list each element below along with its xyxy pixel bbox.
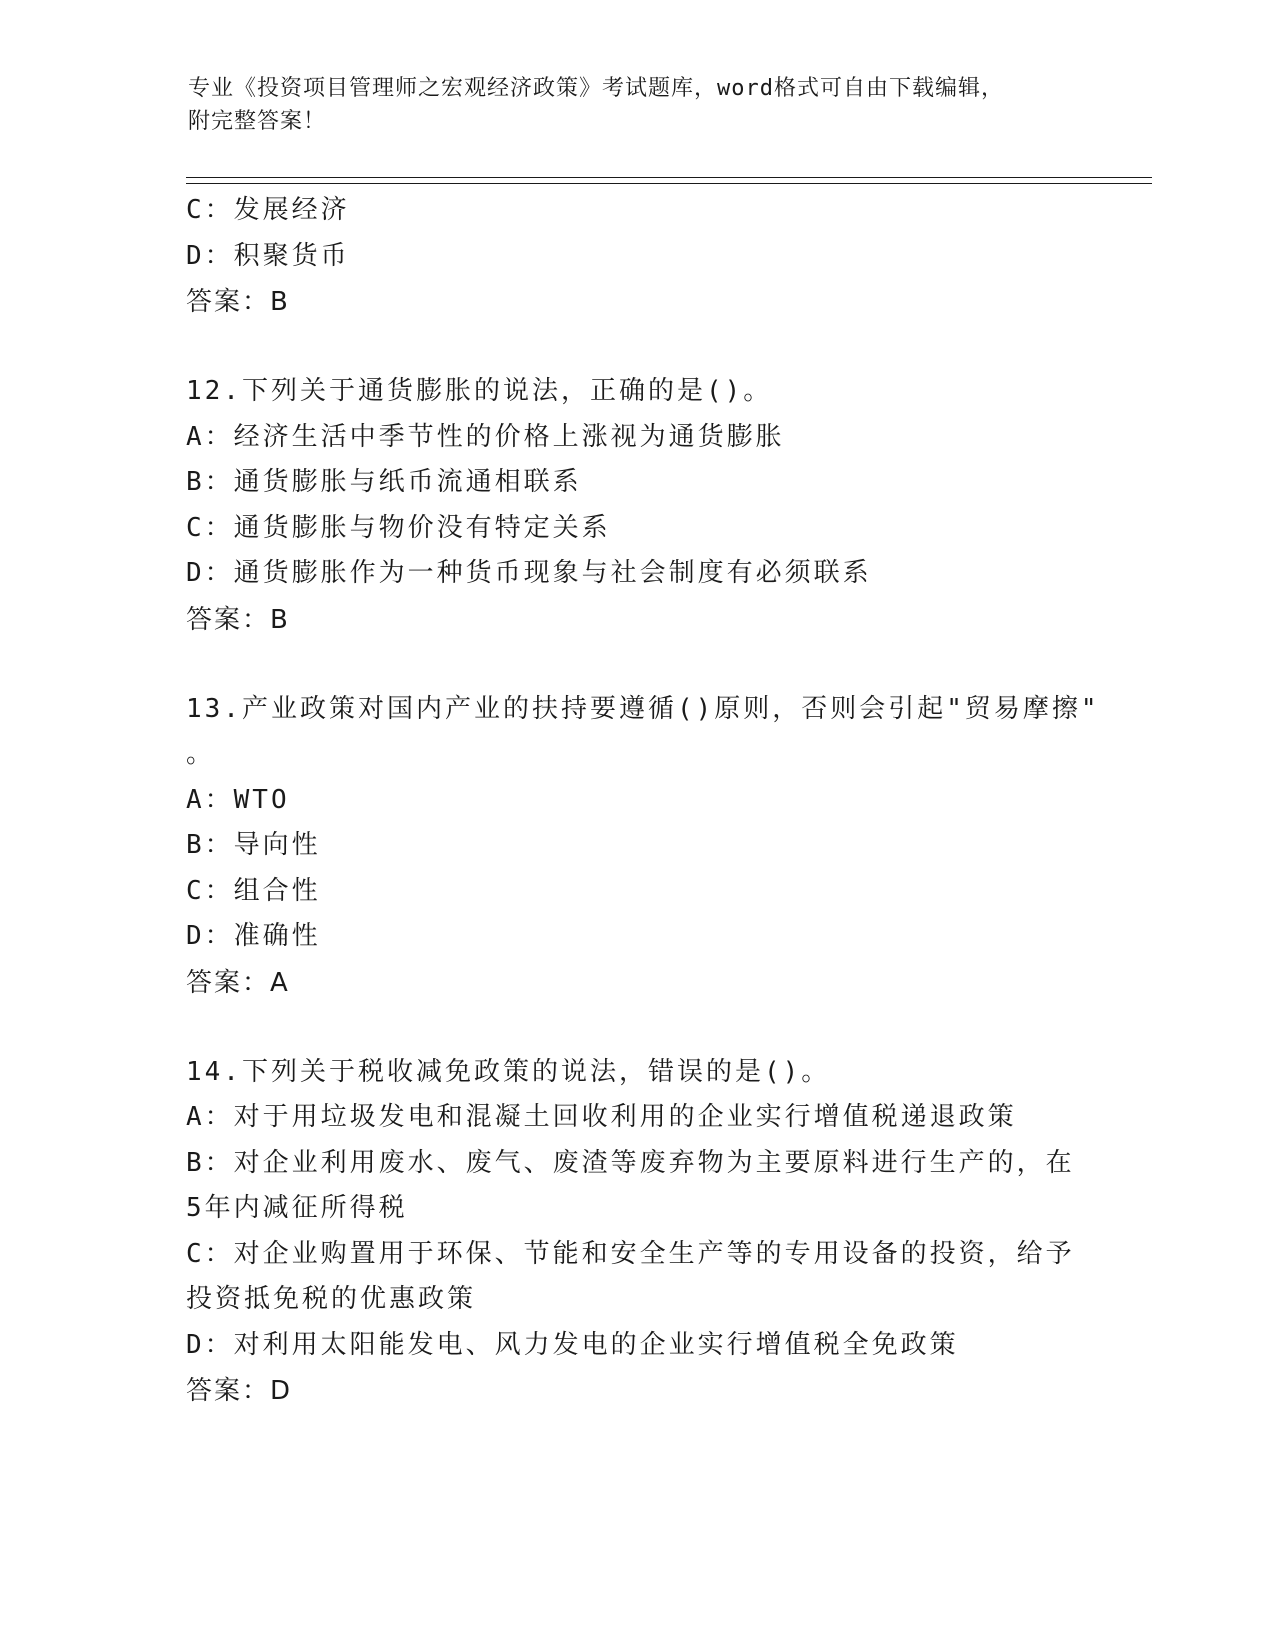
question-14: [186, 1050, 1086, 1415]
option-d: D：对利用太阳能发电、风力发电的企业实行增值税全免政策: [186, 1329, 959, 1360]
option-c: C：对企业购置用于环保、节能和安全生产等的专用设备的投资，给予: [186, 1238, 1075, 1269]
header-line-2: 附完整答案！: [188, 109, 327, 134]
option-a: A：对于用垃圾发电和混凝土回收利用的企业实行增值税递退政策: [186, 1102, 1017, 1132]
option-d: D：准确性: [186, 921, 321, 951]
answer-line: 答案：A: [186, 967, 290, 998]
option-b: B：对企业利用废水、废气、废渣等废弃物为主要原料进行生产的，在: [186, 1147, 1075, 1178]
question-list: [186, 188, 1100, 1414]
header-divider: [186, 177, 1152, 184]
question-stem: 14.下列关于税收减免政策的说法，错误的是()。: [186, 1056, 831, 1087]
previous-question-tail: [186, 188, 1086, 325]
option-c: C：发展经济: [186, 195, 350, 225]
option-c: C：组合性: [186, 875, 321, 906]
answer-line: 答案：B: [186, 287, 290, 317]
question-stem-continuation: 。: [186, 739, 216, 769]
answer-line: 答案：D: [186, 1376, 293, 1406]
option-b: B：导向性: [186, 830, 321, 860]
question-stem: 12.下列关于通货膨胀的说法，正确的是()。: [186, 376, 773, 406]
option-d: D：积聚货币: [186, 240, 350, 271]
question-stem: 13.产业政策对国内产业的扶持要遵循()原则，否则会引起"贸易摩擦": [186, 693, 1100, 724]
header-line-1: 专业《投资项目管理师之宏观经济政策》考试题库，word格式可自由下载编辑，: [188, 76, 1004, 101]
answer-line: 答案：B: [186, 604, 290, 635]
option-b: B：通货膨胀与纸币流通相联系: [186, 467, 582, 497]
option-c-continuation: 投资抵免税的优惠政策: [186, 1284, 477, 1314]
question-13: [186, 687, 1100, 1006]
page-header: [188, 72, 1068, 138]
option-a: A：经济生活中季节性的价格上涨视为通货膨胀: [186, 421, 785, 452]
option-b-continuation: 5年内减征所得税: [186, 1193, 408, 1223]
option-a: A：WTO: [186, 784, 290, 815]
question-12: [186, 369, 1086, 643]
option-d: D：通货膨胀作为一种货币现象与社会制度有必须联系: [186, 558, 872, 588]
option-c: C：通货膨胀与物价没有特定关系: [186, 512, 611, 543]
